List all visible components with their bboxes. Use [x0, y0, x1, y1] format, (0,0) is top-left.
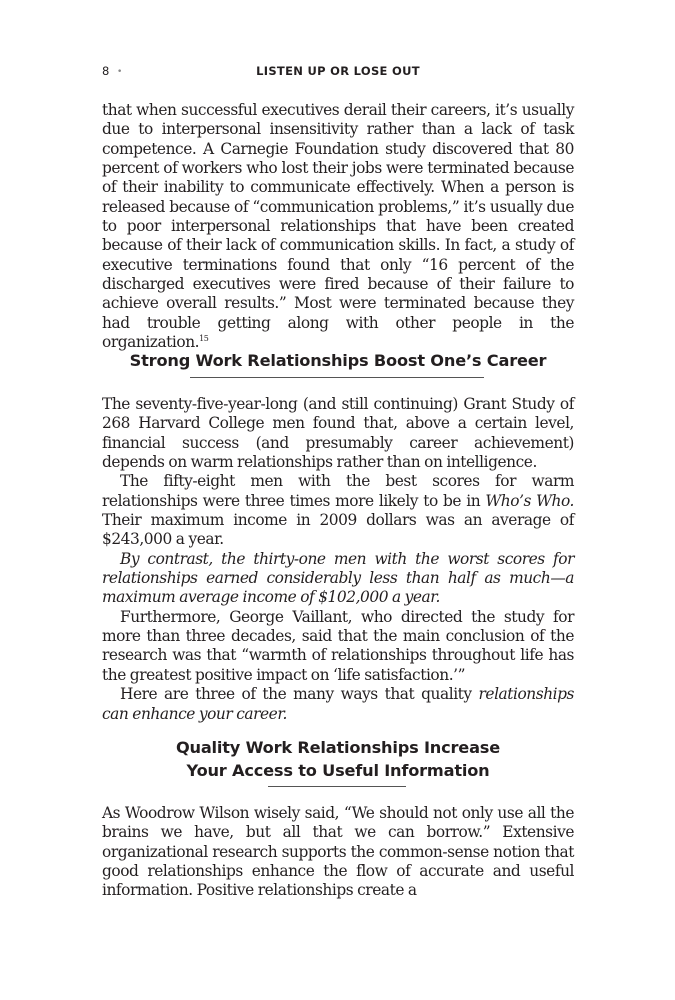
intro-paragraph-text: that when successful executives derail their careers, it’s usually due to interpersonal insensitivity rather than a lack of task competence. A Carnegie Foundation study discovered that 80 percent of workers who lost their jobs were terminated because of their inability to communicate effectively. When a person is released because of “communication problems,” it’s usually due to poor interpersonal relationships that have been created because of their lack of communication skills. In fact, a study of executive terminations found that only “16 percent of the discharged executives were fired because of their failure to achieve overall results.” Most were terminated because they had trouble getting along with other people in the organization. [102, 101, 574, 352]
bullet-ornament: • [117, 67, 123, 77]
section2-heading-line-2: Your Access to Useful Information [186, 761, 490, 780]
section1-paragraph-3-italic: By contrast, the thirty-one men with the worst scores for relationships earned considerably less than half as much—a maximum average income of $102,000 a year. [102, 549, 574, 607]
intro-paragraph [102, 101, 574, 352]
section2-paragraph-1: As Woodrow Wilson wisely said, “We should not only use all the brains we have, but all that we can borrow.” Extensive organizational research supports the common-sense notion that good relationships enhance the flow of accurate and useful information. Positive relationships create a [102, 804, 574, 900]
section1-paragraph-4: Furthermore, George Vaillant, who directed the study for more than three decades, said that the main conclusion of the research was that “warmth of relationships throughout life has the greatest positive impact on ‘life satisfaction.’” [102, 607, 574, 684]
running-head [102, 64, 574, 80]
running-head-title: LISTEN UP OR LOSE OUT [256, 64, 420, 78]
section-heading-quality-work-relationships [102, 736, 574, 782]
section2-heading-line-1: Quality Work Relationships Increase [175, 738, 501, 757]
section-heading-strong-work-relationships: Strong Work Relationships Boost One’s Career [129, 351, 547, 370]
section1-text-block [102, 395, 574, 724]
section2-text-block [102, 804, 574, 901]
section1-paragraph-5-italic: relationships can enhance your career. [102, 685, 574, 723]
section1-paragraph-2-text: The fifty-eight men with the best scores for warm relationships were three times more likely to be in [102, 472, 574, 510]
section2-heading-rule [268, 786, 406, 787]
whos-who-title: Who’s Who. [485, 491, 574, 510]
section1-paragraph-5 [102, 685, 574, 724]
section1-paragraph-2-text-end: Their maximum income in 2009 dollars was an average of $243,000 a year. [102, 511, 574, 549]
intro-text-block [102, 101, 574, 352]
footnote-reference: 15 [199, 334, 209, 344]
section1-paragraph-5-text: Here are three of the many ways that quality [120, 685, 479, 704]
page-number: 8 [102, 64, 110, 78]
section-heading-rule [190, 377, 484, 378]
section1-paragraph-1: The seventy-five-year-long (and still continuing) Grant Study of 268 Harvard College men found that, above a certain level, financial success (and presumably career achievement) depends on warm relationships rather than on intelligence. [102, 395, 574, 472]
section1-paragraph-2 [102, 472, 574, 549]
section1-paragraph-3 [102, 550, 574, 608]
